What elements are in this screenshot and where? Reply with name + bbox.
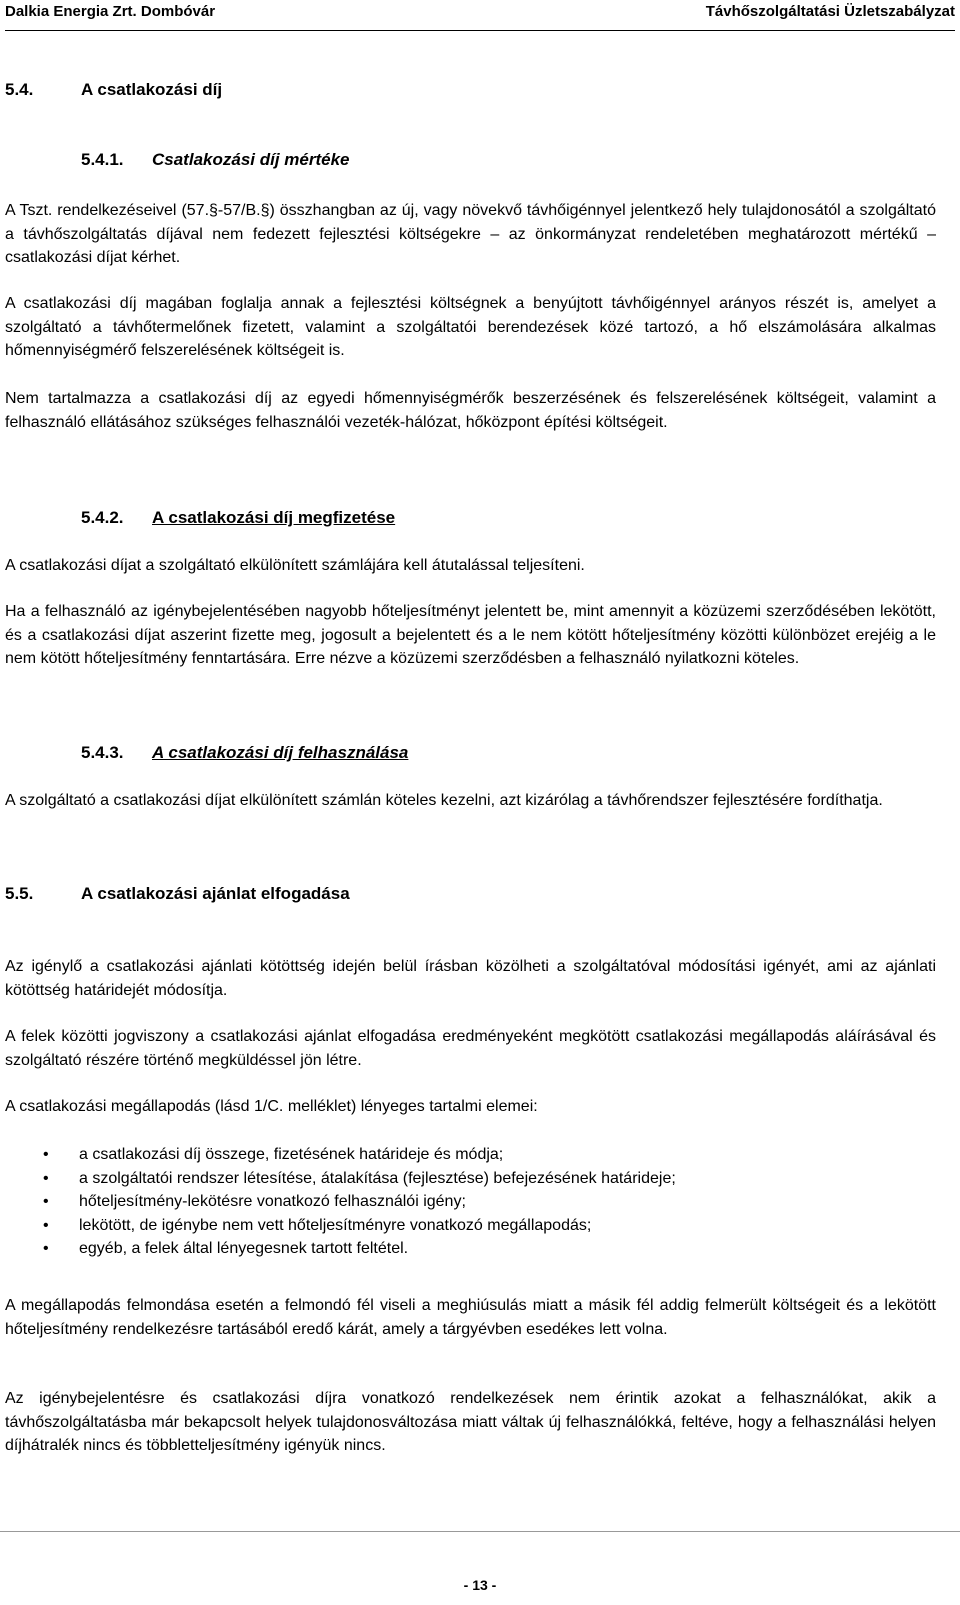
list-item	[5, 1237, 936, 1261]
page-number: - 13 -	[463, 1577, 497, 1593]
section-5-4-1-number: 5.4.1.	[81, 150, 124, 169]
paragraph-4: A csatlakozási díjat a szolgáltató elkülönített számlájára kell átutalással teljesíteni.	[5, 557, 585, 574]
section-5-5-number: 5.5.	[5, 884, 34, 903]
section-5-4-2-number: 5.4.2.	[81, 508, 124, 527]
paragraph-2: A csatlakozási díj magában foglalja annak a fejlesztési költségnek a benyújtott távhőigénnyel arányos részét is, amelyet a szolgáltató a távhőtermelőnek fizetett, valamint a szolgáltatói berendezések közé tartozó, a hő elszámolására alkalmas hőmennyiségmérő felszerelésének költségeit is.	[5, 295, 936, 359]
paragraph-11: Az igénybejelentésre és csatlakozási díjra vonatkozó rendelkezések nem érintik azokat a felhasználókat, akik a távhőszolgáltatásba már bekapcsolt helyek tulajdonosváltozása miatt váltak új felhasználókká, feltéve, hogy a felhasználási helyen díjhátralék nincs és többletteljesítmény igényük nincs.	[5, 1390, 936, 1454]
list-item-text: hőteljesítmény-lekötésre vonatkozó felhasználói igény;	[79, 1193, 466, 1211]
section-5-4-number: 5.4.	[5, 80, 34, 99]
paragraph-8: A felek közötti jogviszony a csatlakozási ajánlat elfogadása eredményeként megkötött csatlakozási megállapodás aláírásával és szolgáltató részére történő megküldéssel jön létre.	[5, 1028, 936, 1069]
section-5-4-3-number: 5.4.3.	[81, 743, 124, 762]
paragraph-1: A Tszt. rendelkezéseivel (57.§-57/B.§) összhangban az új, vagy növekvő távhőigénnyel jelentkező hely tulajdonosától a szolgáltató a távhőszolgáltatás díjával nem fedezett fejlesztési költségekre – az önkormányzat rendeletében meghatározott mértékű – csatlakozási díjat kérhet.	[5, 202, 936, 266]
list-item	[5, 1143, 936, 1167]
list-item	[5, 1214, 936, 1238]
footer-divider	[0, 1531, 960, 1532]
list-item-text: egyéb, a felek által lényegesnek tartott feltétel.	[79, 1240, 409, 1258]
section-5-5-title: A csatlakozási ajánlat elfogadása	[81, 884, 350, 903]
paragraph-9: A csatlakozási megállapodás (lásd 1/C. melléklet) lényeges tartalmi elemei:	[5, 1098, 538, 1115]
paragraph-3: Nem tartalmazza a csatlakozási díj az egyedi hőmennyiségmérők beszerzésének és felszerelésének költségeit, valamint a felhasználó ellátásához szükséges felhasználói vezeték-hálózat, hőközpont építési költségeit.	[5, 390, 936, 431]
bullet-icon: •	[43, 1216, 49, 1234]
list-item-text: a csatlakozási díj összege, fizetésének határideje és módja;	[79, 1146, 504, 1163]
list-item-text: lekötött, de igénybe nem vett hőteljesítményre vonatkozó megállapodás;	[79, 1216, 592, 1234]
header-document-title: Távhőszolgáltatási Üzletszabályzat	[705, 3, 955, 20]
header-company: Dalkia Energia Zrt. Dombóvár	[5, 3, 216, 20]
list-item	[5, 1190, 936, 1214]
list-item	[5, 1167, 936, 1191]
list-item-text: a szolgáltatói rendszer létesítése, átalakítása (fejlesztése) befejezésének határideje;	[79, 1169, 676, 1187]
bullet-icon: •	[43, 1240, 49, 1258]
bullet-icon: •	[43, 1193, 49, 1211]
paragraph-10: A megállapodás felmondása esetén a felmondó fél viseli a meghiúsulás miatt a másik fél addig felmerült költségeit és a lekötött hőteljesítmény rendelkezésre tartásából eredő kárát, amely a tárgyévben esedékes lett volna.	[5, 1297, 936, 1338]
content-elements-list	[5, 1143, 936, 1261]
page-header	[5, 0, 955, 31]
section-5-4-2-title: A csatlakozási díj megfizetése	[152, 508, 396, 527]
bullet-icon: •	[43, 1146, 49, 1163]
section-5-4-3-title: A csatlakozási díj felhasználása	[152, 743, 409, 762]
paragraph-7: Az igénylő a csatlakozási ajánlati kötöttség idején belül írásban közölheti a szolgáltatóval módosítási igényét, ami az ajánlati kötöttség határidejét módosítja.	[5, 958, 936, 999]
bullet-icon: •	[43, 1169, 49, 1187]
paragraph-6: A szolgáltató a csatlakozási díjat elkülönített számlán köteles kezelni, azt kizárólag a távhőrendszer fejlesztésére fordíthatja.	[5, 792, 883, 809]
section-5-4-title: A csatlakozási díj	[81, 80, 223, 99]
section-5-4-1-title: Csatlakozási díj mértéke	[152, 150, 350, 169]
paragraph-5: Ha a felhasználó az igénybejelentésében nagyobb hőteljesítményt jelentett be, mint amennyit a közüzemi szerződésében lekötött, és a csatlakozási díjat aszerint fizette meg, jogosult a bejelentett és a le nem kötött hőteljesítmény közötti különbözet erejéig a le nem kötött hőteljesítmény fenntartására. Erre nézve a közüzemi szerződésben a felhasználó nyilatkozni köteles.	[5, 603, 936, 667]
